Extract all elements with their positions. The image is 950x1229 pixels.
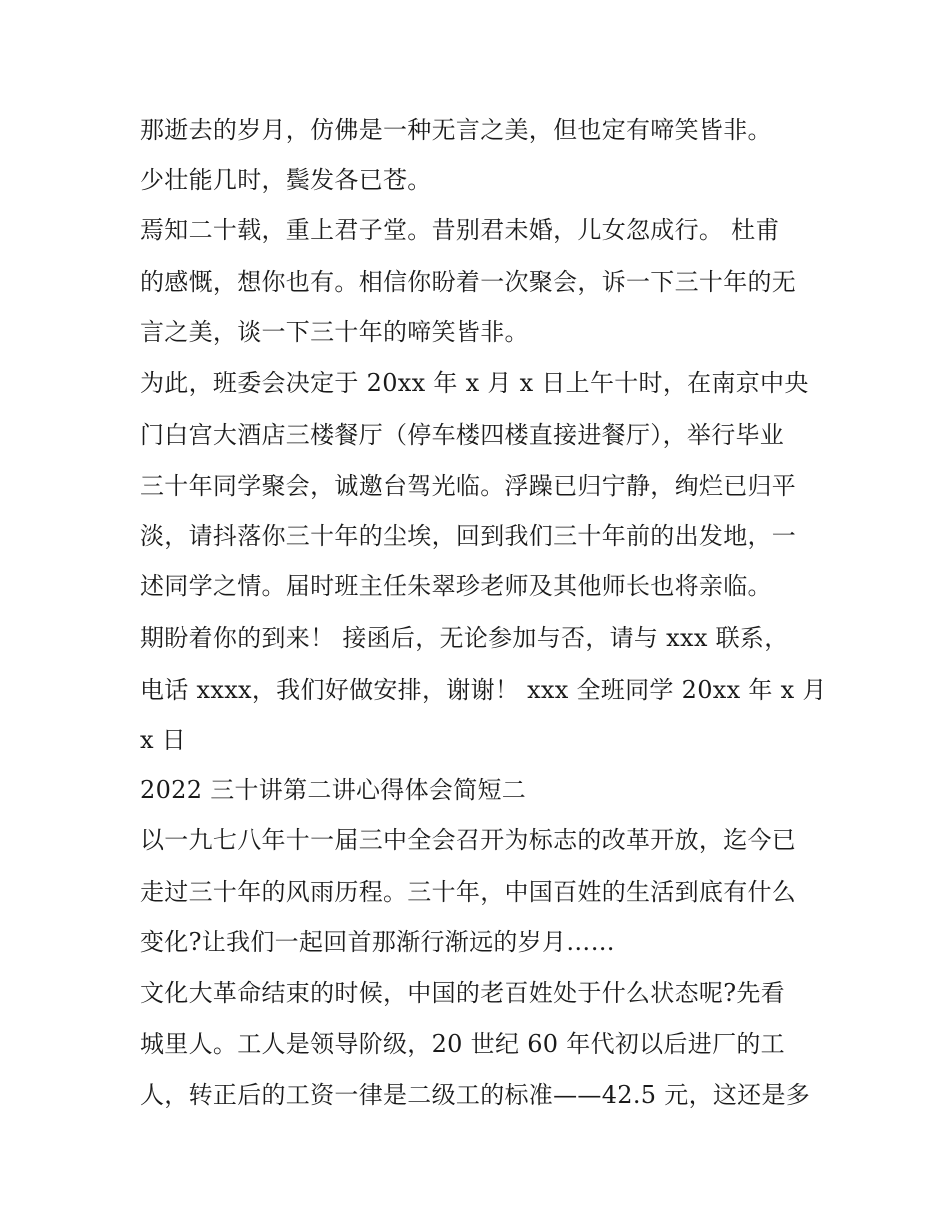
text-line: 述同学之情。届时班主任朱翠珍老师及其他师长也将亲临。 — [140, 572, 772, 600]
text-line: 焉知二十载，重上君子堂。昔别君未婚，儿女忽成行。 杜甫 — [140, 216, 780, 244]
text-line: 电话 xxxx，我们好做安排，谢谢！ xxx 全班同学 20xx 年 x 月 — [140, 676, 827, 704]
text-line: 变化?让我们一起回首那渐行渐远的岁月…… — [140, 928, 615, 956]
text-line: 期盼着你的到来！ 接函后，无论参加与否，请与 xxx 联系， — [140, 624, 789, 652]
text-line: 人，转正后的工资一律是二级工的标准——42.5 元，这还是多 — [140, 1081, 811, 1109]
text-line: 那逝去的岁月，仿佛是一种无言之美，但也定有啼笑皆非。 — [140, 116, 772, 144]
text-line: 少壮能几时，鬓发各已苍。 — [140, 166, 432, 194]
text-line: 言之美，谈一下三十年的啼笑皆非。 — [140, 318, 529, 346]
text-line: 为此，班委会决定于 20xx 年 x 月 x 日上午十时，在南京中央 — [140, 369, 809, 397]
text-line: 门白宫大酒店三楼餐厅（停车楼四楼直接进餐厅），举行毕业 — [140, 421, 785, 449]
section-heading: 2022 三十讲第二讲心得体会简短二 — [140, 776, 527, 804]
text-line: 以一九七八年十一届三中全会召开为标志的改革开放，迄今已 — [140, 826, 797, 854]
text-line: 城里人。工人是领导阶级，20 世纪 60 年代初以后进厂的工 — [140, 1030, 785, 1058]
text-line: 走过三十年的风雨历程。三十年，中国百姓的生活到底有什么 — [140, 878, 797, 906]
text-line: x 日 — [140, 726, 187, 754]
text-line: 三十年同学聚会，诚邀台驾光临。浮躁已归宁静，绚烂已归平 — [140, 472, 797, 500]
text-line: 文化大革命结束的时候，中国的老百姓处于什么状态呢?先看 — [140, 979, 785, 1007]
text-line: 的感慨，想你也有。相信你盼着一次聚会，诉一下三十年的无 — [140, 268, 797, 296]
text-line: 淡，请抖落你三十年的尘埃，回到我们三十年前的出发地，一 — [140, 522, 797, 550]
